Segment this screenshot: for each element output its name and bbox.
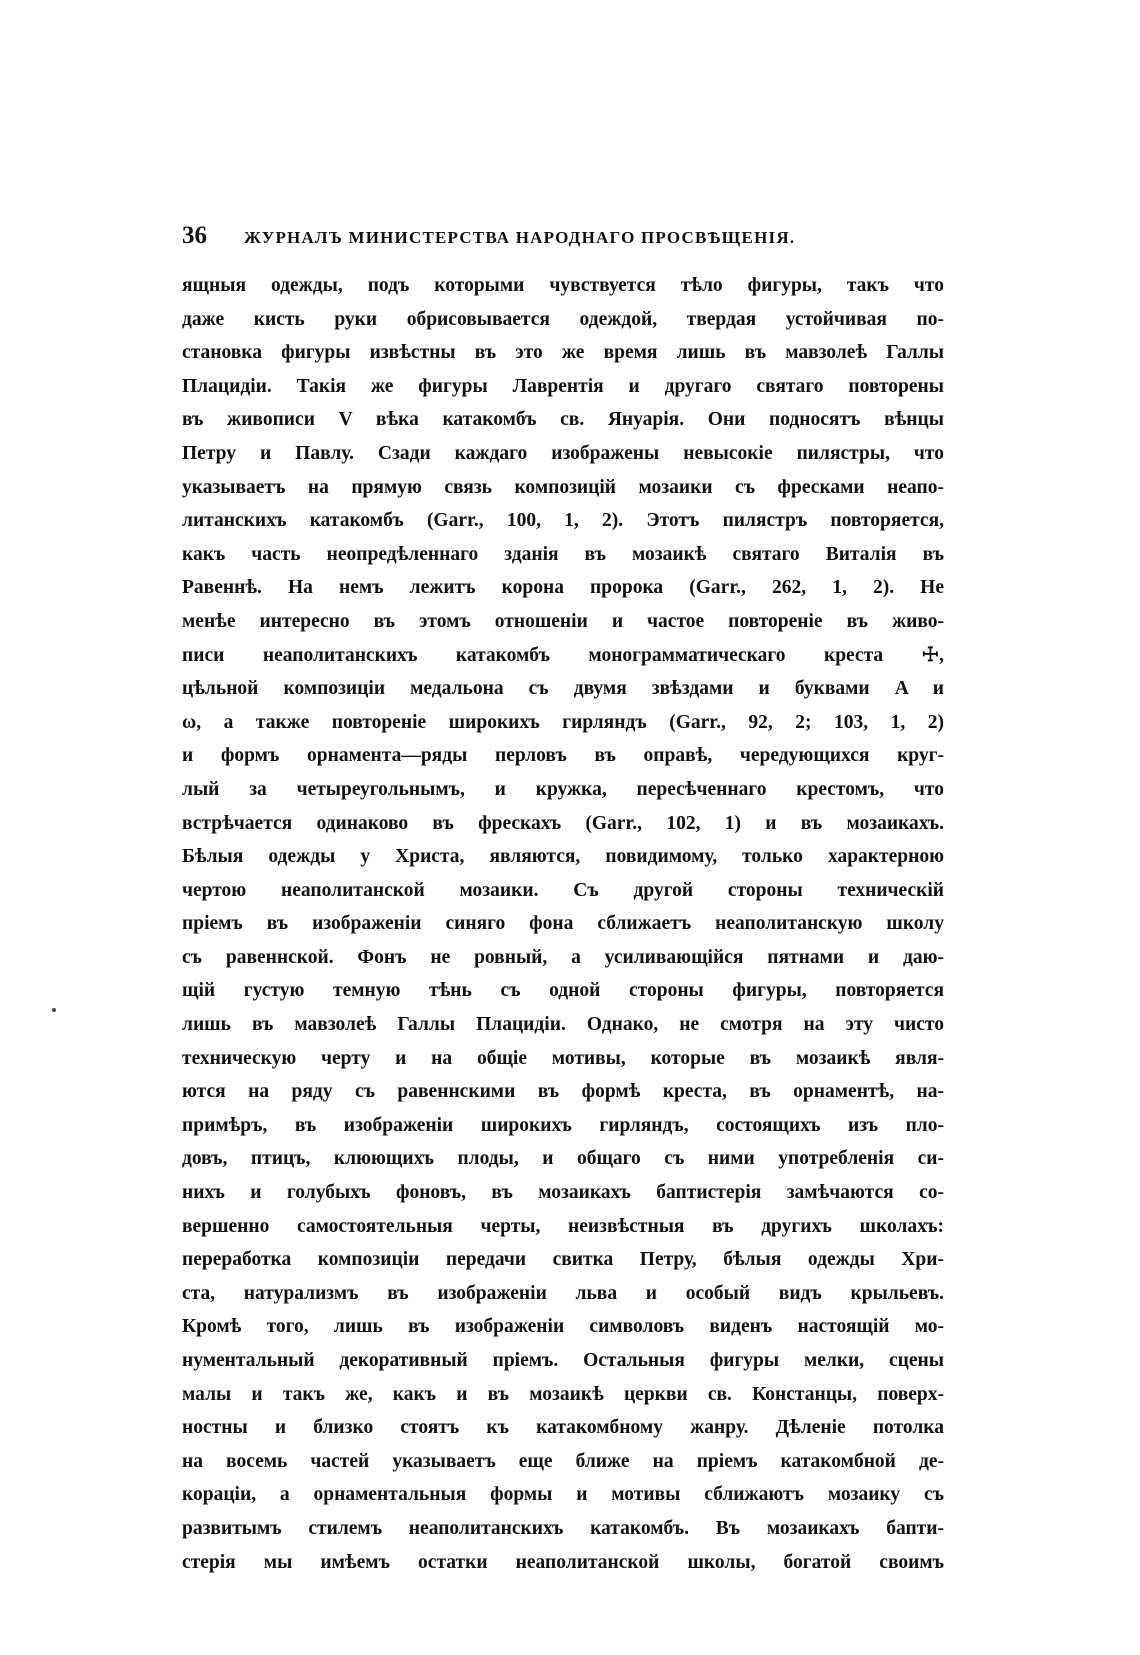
text-line: становка фигуры извѣстны въ это же время лишь въ мавзолеѣ Галлы <box>182 342 944 364</box>
text-line: развитымъ стилемъ неаполитанскихъ катакомбъ. Въ мозаикахъ бапти- <box>182 1517 944 1539</box>
text-line: лишь въ мавзолеѣ Галлы Плацидіи. Однако, не смотря на эту чисто <box>182 1014 944 1036</box>
text-line: на восемь частей указываетъ еще ближе на пріемъ катакомбной де- <box>182 1450 944 1472</box>
text-line: Петру и Павлу. Сзади каждаго изображены невысокіе пилястры, что <box>182 442 944 464</box>
text-line: литанскихъ катакомбъ (Garr., 100, 1, 2). Этотъ пилястръ повторяется, <box>182 510 944 532</box>
body-text <box>182 269 944 1579</box>
running-head: ЖУРНАЛЪ МИНИСТЕРСТВА НАРОДНАГО ПРОСВѢЩЕНІЯ. <box>244 228 796 247</box>
text-line: ω, а также повтореніе широкихъ гирляндъ (Garr., 92, 2; 103, 1, 2) <box>182 711 944 733</box>
text-line: какъ часть неопредѣленнаго зданія въ мозаикѣ святаго Виталія въ <box>182 543 944 565</box>
text-line: въ живописи V вѣка катакомбъ св. Януарія. Они подносятъ вѣнцы <box>182 409 944 431</box>
text-line: даже кисть руки обрисовывается одеждой, твердая устойчивая по- <box>182 308 944 330</box>
text-line: кораціи, а орнаментальныя формы и мотивы сближаютъ мозаику съ <box>182 1484 944 1506</box>
text-line: довъ, птицъ, клюющихъ плоды, и общаго съ ними употребленія си- <box>182 1148 944 1170</box>
text-line: Равеннѣ. На немъ лежитъ корона пророка (Garr., 262, 1, 2). Не <box>182 577 944 599</box>
text-line: примѣръ, въ изображеніи широкихъ гирляндъ, состоящихъ изъ пло- <box>182 1114 944 1136</box>
page-header <box>182 222 944 258</box>
text-line: цѣльной композиціи медальона съ двумя звѣздами и буквами Α и <box>182 678 944 700</box>
text-line: чертою неаполитанской мозаики. Съ другой стороны техническій <box>182 879 944 901</box>
text-line: вершенно самостоятельныя черты, неизвѣстныя въ другихъ школахъ: <box>182 1215 944 1237</box>
text-line: ста, натурализмъ въ изображеніи льва и особый видъ крыльевъ. <box>182 1282 944 1304</box>
text-line: ностны и близко стоятъ къ катакомбному жанру. Дѣленіе потолка <box>182 1417 944 1439</box>
text-line: и формъ орнамента—ряды перловъ въ оправѣ, чередующихся круг- <box>182 745 944 767</box>
text-line: переработка композиціи передачи свитка Петру, бѣлыя одежды Хри- <box>182 1249 944 1271</box>
text-line: менѣе интересно въ этомъ отношеніи и частое повтореніе въ живо- <box>182 610 944 632</box>
text-line: Кромѣ того, лишь въ изображеніи символовъ виденъ настоящій мо- <box>182 1316 944 1338</box>
text-line: лый за четыреугольнымъ, и кружка, пересѣченнаго крестомъ, что <box>182 778 944 800</box>
text-line: встрѣчается одинаково въ фрескахъ (Garr., 102, 1) и въ мозаикахъ. <box>182 812 944 834</box>
text-line: малы и такъ же, какъ и въ мозаикѣ церкви св. Констанцы, поверх- <box>182 1383 944 1405</box>
text-line: нументальный декоративный пріемъ. Остальныя фигуры мелки, сцены <box>182 1350 944 1371</box>
text-line: нихъ и голубыхъ фоновъ, въ мозаикахъ баптистерія замѣчаются со- <box>182 1182 944 1204</box>
text-line: съ равеннской. Фонъ не ровный, а усиливающійся пятнами и даю- <box>182 946 944 968</box>
text-line: Бѣлыя одежды у Христа, являются, повидимому, только характерною <box>182 846 944 868</box>
page-number: 36 <box>182 222 207 249</box>
text-line: ются на ряду съ равеннскими въ формѣ креста, въ орнаментѣ, на- <box>182 1081 944 1103</box>
text-line: стерія мы имѣемъ остатки неаполитанской школы, богатой своимъ <box>182 1551 944 1573</box>
text-line: ящныя одежды, подъ которыми чувствуется тѣло фигуры, такъ что <box>182 275 944 296</box>
text-line: щій густую темную тѣнь съ одной стороны фигуры, повторяется <box>182 980 944 1002</box>
text-line: техническую черту и на общіе мотивы, которые въ мозаикѣ явля- <box>182 1047 944 1069</box>
text-line: указываетъ на прямую связь композицій мозаики съ фресками неапо- <box>182 476 944 498</box>
text-line: пріемъ въ изображеніи синяго фона сближаетъ неаполитанскую школу <box>182 913 944 935</box>
margin-speck <box>52 1008 56 1012</box>
text-line: писи неаполитанскихъ катакомбъ монограмматическаго креста ☩, <box>182 644 944 666</box>
text-line: Плацидіи. Такія же фигуры Лаврентія и другаго святаго повторены <box>182 375 944 397</box>
